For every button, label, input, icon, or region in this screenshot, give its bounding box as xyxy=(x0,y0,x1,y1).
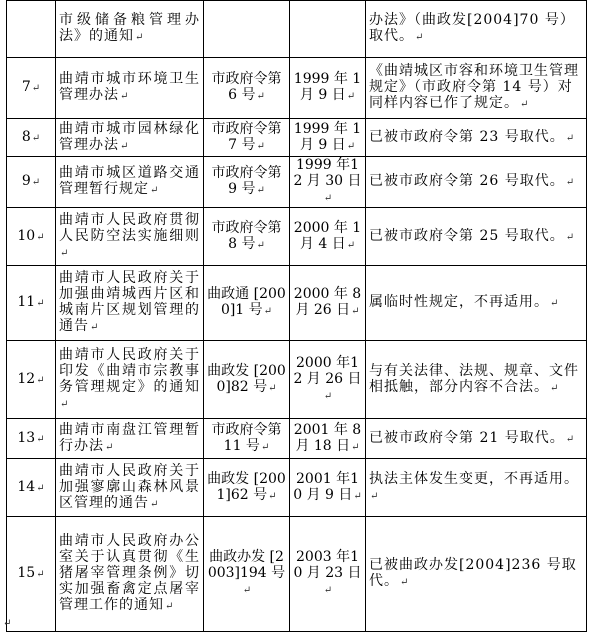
document-number-cell xyxy=(204,157,290,208)
issue-date-cell xyxy=(290,419,366,459)
paragraph-mark-icon: ↵ xyxy=(36,433,45,445)
document-title: 曲靖市人民政府关于加强曲靖城西片区和城南片区规划管理的通告 xyxy=(59,270,200,334)
paragraph-mark-icon: ↵ xyxy=(31,177,41,188)
paragraph-mark-icon: ↵ xyxy=(242,585,252,596)
paragraph-mark-icon: ↵ xyxy=(565,231,576,243)
paragraph-mark-icon: ↵ xyxy=(351,306,360,317)
remark: 与有关法律、法规、规章、文件相抵触，部分内容不合法。 xyxy=(369,362,579,395)
document-title: 曲靖市城市环境卫生管理办法 xyxy=(59,71,200,103)
document-title-cell xyxy=(56,341,204,419)
row-number-cell xyxy=(7,459,56,517)
document-title-cell xyxy=(56,517,204,632)
remark-cell xyxy=(366,341,587,419)
paragraph-mark-icon: ↵ xyxy=(351,441,360,453)
row-number-cell xyxy=(7,266,56,341)
paragraph-mark-icon: ↵ xyxy=(370,490,380,502)
paragraph-mark-icon: ↵ xyxy=(323,390,333,402)
remark: 已被市政府令第 23 号取代。 xyxy=(369,128,565,145)
remark-cell xyxy=(366,157,587,208)
paragraph-mark-icon: ↵ xyxy=(565,132,576,144)
issue-date: 1999 年12 月 30 日 xyxy=(293,157,362,189)
paragraph-mark-icon: ↵ xyxy=(105,441,115,453)
paragraph-mark-icon: ↵ xyxy=(36,298,45,309)
paragraph-mark-icon: ↵ xyxy=(323,193,333,204)
row-number: 8 xyxy=(21,128,31,145)
document-number-cell xyxy=(204,58,290,119)
document-number: 市政府令第 11 号 xyxy=(211,421,282,454)
document-title-cell xyxy=(56,1,204,58)
paragraph-mark-icon: ↵ xyxy=(346,239,356,251)
paragraph-mark-icon: ↵ xyxy=(263,306,273,317)
document-title-cell xyxy=(56,419,204,459)
table-row xyxy=(7,459,587,517)
remark-cell xyxy=(366,1,587,58)
paragraph-mark-icon: ↵ xyxy=(256,185,265,196)
row-number: 15 xyxy=(17,565,36,581)
paragraph-mark-icon: ↵ xyxy=(60,398,70,410)
document-title-cell xyxy=(56,266,204,341)
issue-date-cell xyxy=(290,266,366,341)
table-row xyxy=(7,157,587,208)
table-row xyxy=(7,419,587,459)
issue-date: 2000 年12 月 26 日 xyxy=(293,354,362,387)
row-number-cell xyxy=(7,157,56,208)
paragraph-mark-icon: ↵ xyxy=(36,374,45,386)
document-number: 市政府令第 6 号 xyxy=(211,71,282,103)
row-number-cell xyxy=(7,419,56,459)
document-title: 曲靖市城市园林绿化管理办法 xyxy=(59,120,200,153)
document-title-cell xyxy=(56,208,204,266)
issue-date-cell xyxy=(290,58,366,119)
remark-cell xyxy=(366,58,587,119)
table-row xyxy=(7,1,587,58)
table-row xyxy=(7,58,587,119)
paragraph-mark-icon: ↵ xyxy=(256,140,265,152)
issue-date-cell xyxy=(290,119,366,157)
paragraph-mark-icon: ↵ xyxy=(256,239,265,251)
row-number: 10 xyxy=(17,227,36,244)
paragraph-mark-icon: ↵ xyxy=(346,140,356,152)
repealed-documents-table xyxy=(6,0,587,632)
remark-cell xyxy=(366,266,587,341)
document-number-cell xyxy=(204,459,290,517)
row-number: 14 xyxy=(17,478,36,495)
paragraph-mark-icon: ↵ xyxy=(550,298,560,309)
issue-date: 1999 年 1 月 9 日 xyxy=(293,120,362,153)
row-number: 11 xyxy=(17,294,36,310)
issue-date-cell xyxy=(290,341,366,419)
issue-date: 2000 年 1 月 4 日 xyxy=(293,219,362,252)
paragraph-mark-icon: ↵ xyxy=(60,247,70,259)
paragraph-mark-icon: ↵ xyxy=(520,99,530,110)
document-title: 市级储备粮管理办法》的通知 xyxy=(59,12,200,44)
document-title: 曲靖市南盘江管理暂行办法 xyxy=(59,421,200,454)
table-row xyxy=(7,208,587,266)
paragraph-mark-icon: ↵ xyxy=(346,91,356,102)
paragraph-mark-icon: ↵ xyxy=(165,601,175,612)
remark: 《曲靖城区市容和环境卫生管理规定》（市政府令第 14 号）对同样内容已作了规定。 xyxy=(369,63,579,111)
paragraph-mark-icon: ↵ xyxy=(400,577,410,588)
paragraph-mark-icon: ↵ xyxy=(565,177,576,188)
issue-date: 2003 年10 月 23 日 xyxy=(293,549,362,581)
row-number-cell xyxy=(7,119,56,157)
row-number: 9 xyxy=(21,173,31,189)
paragraph-mark-icon: ↵ xyxy=(36,482,45,494)
paragraph-mark-icon: ↵ xyxy=(268,490,277,502)
paragraph-mark-icon: ↵ xyxy=(565,433,576,445)
document-title: 曲靖市人民政府办公室关于认真贯彻《生猪屠宰管理条例》切实加强畜禽定点屠宰管理工作的通知 xyxy=(59,533,200,613)
paragraph-mark-icon: ↵ xyxy=(260,441,270,453)
remark: 属临时性规定，不再适用。 xyxy=(369,294,549,310)
paragraph-mark-icon: ↵ xyxy=(353,490,362,502)
table-row xyxy=(7,517,587,632)
issue-date: 2000 年 8 月 26 日 xyxy=(293,286,362,318)
issue-date-cell xyxy=(290,517,366,632)
document-title-cell xyxy=(56,119,204,157)
row-number-cell xyxy=(7,1,56,58)
remark: 已被市政府令第 26 号取代。 xyxy=(369,173,565,189)
issue-date-cell xyxy=(290,459,366,517)
issue-date-cell xyxy=(290,208,366,266)
row-number: 13 xyxy=(17,429,36,446)
paragraph-mark-icon: ↵ xyxy=(120,140,130,152)
remark: 执法主体发生变更，不再适用。 xyxy=(369,470,579,487)
document-number: 曲政发 [2001]62 号 xyxy=(207,470,286,503)
row-number-cell xyxy=(7,58,56,119)
remark: 已被市政府令第 25 号取代。 xyxy=(369,227,565,244)
document-title-cell xyxy=(56,157,204,208)
row-number-cell xyxy=(7,341,56,419)
document-number: 市政府令第 7 号 xyxy=(211,120,282,153)
issue-date-cell xyxy=(290,1,366,58)
row-number-cell xyxy=(7,208,56,266)
issue-date: 2001 年 8 月 18 日 xyxy=(293,421,362,454)
document-number: 市政府令第 9 号 xyxy=(211,165,282,197)
row-number-cell xyxy=(7,517,56,632)
remark: 办法》（曲政发[2004]70 号）取代。 xyxy=(369,12,575,44)
document-number: 曲政发 [2000]82 号 xyxy=(207,362,286,395)
paragraph-mark-icon: ↵ xyxy=(3,618,12,629)
document-title: 曲靖市人民政府关于加强寥廓山森林风景区管理的通告 xyxy=(59,462,200,511)
row-number: 12 xyxy=(17,370,36,387)
paragraph-mark-icon: ↵ xyxy=(36,231,45,243)
paragraph-mark-icon: ↵ xyxy=(256,91,265,102)
remark-cell xyxy=(366,419,587,459)
remark-cell xyxy=(366,119,587,157)
paragraph-mark-icon: ↵ xyxy=(120,91,130,102)
remark-cell xyxy=(366,459,587,517)
document-number-cell xyxy=(204,419,290,459)
document-title: 曲靖市人民政府贯彻人民防空法实施细则 xyxy=(59,211,200,244)
paragraph-mark-icon: ↵ xyxy=(268,382,277,394)
document-number-cell xyxy=(204,341,290,419)
paragraph-mark-icon: ↵ xyxy=(31,132,41,144)
remark: 已被市政府令第 21 号取代。 xyxy=(369,429,565,446)
issue-date-cell xyxy=(290,157,366,208)
document-title-cell xyxy=(56,58,204,119)
issue-date: 1999 年 1 月 9 日 xyxy=(293,71,362,103)
remark: 已被曲政办发[2004]236 号取代。 xyxy=(369,557,577,589)
table-row xyxy=(7,341,587,419)
paragraph-mark-icon: ↵ xyxy=(323,585,333,596)
document-number: 曲政办发 [2003]194 号 xyxy=(207,549,286,581)
paragraph-mark-icon: ↵ xyxy=(135,32,145,43)
paragraph-mark-icon: ↵ xyxy=(90,322,100,333)
document-number-cell xyxy=(204,517,290,632)
paragraph-mark-icon: ↵ xyxy=(415,32,425,43)
table-row xyxy=(7,266,587,341)
document-number: 曲政通 [2000]1 号 xyxy=(207,286,286,318)
paragraph-mark-icon: ↵ xyxy=(150,185,160,196)
document-title: 曲靖市城区道路交通管理暂行规定 xyxy=(59,165,200,197)
document-number-cell xyxy=(204,266,290,341)
document-number: 市政府令第 8 号 xyxy=(211,219,282,252)
paragraph-mark-icon: ↵ xyxy=(150,498,160,510)
document-number-cell xyxy=(204,119,290,157)
paragraph-mark-icon: ↵ xyxy=(31,83,41,94)
remark-cell xyxy=(366,517,587,632)
row-number: 7 xyxy=(21,79,31,95)
document-number-cell xyxy=(204,208,290,266)
table-row xyxy=(7,119,587,157)
paragraph-mark-icon: ↵ xyxy=(550,382,560,394)
document-title-cell xyxy=(56,459,204,517)
document-title: 曲靖市人民政府关于印发《曲靖市宗教事务管理规定》的通知 xyxy=(59,346,200,395)
remark-cell xyxy=(366,208,587,266)
paragraph-mark-icon: ↵ xyxy=(36,569,45,580)
issue-date: 2001 年10 月 9 日 xyxy=(293,470,359,503)
document-number-cell xyxy=(204,1,290,58)
